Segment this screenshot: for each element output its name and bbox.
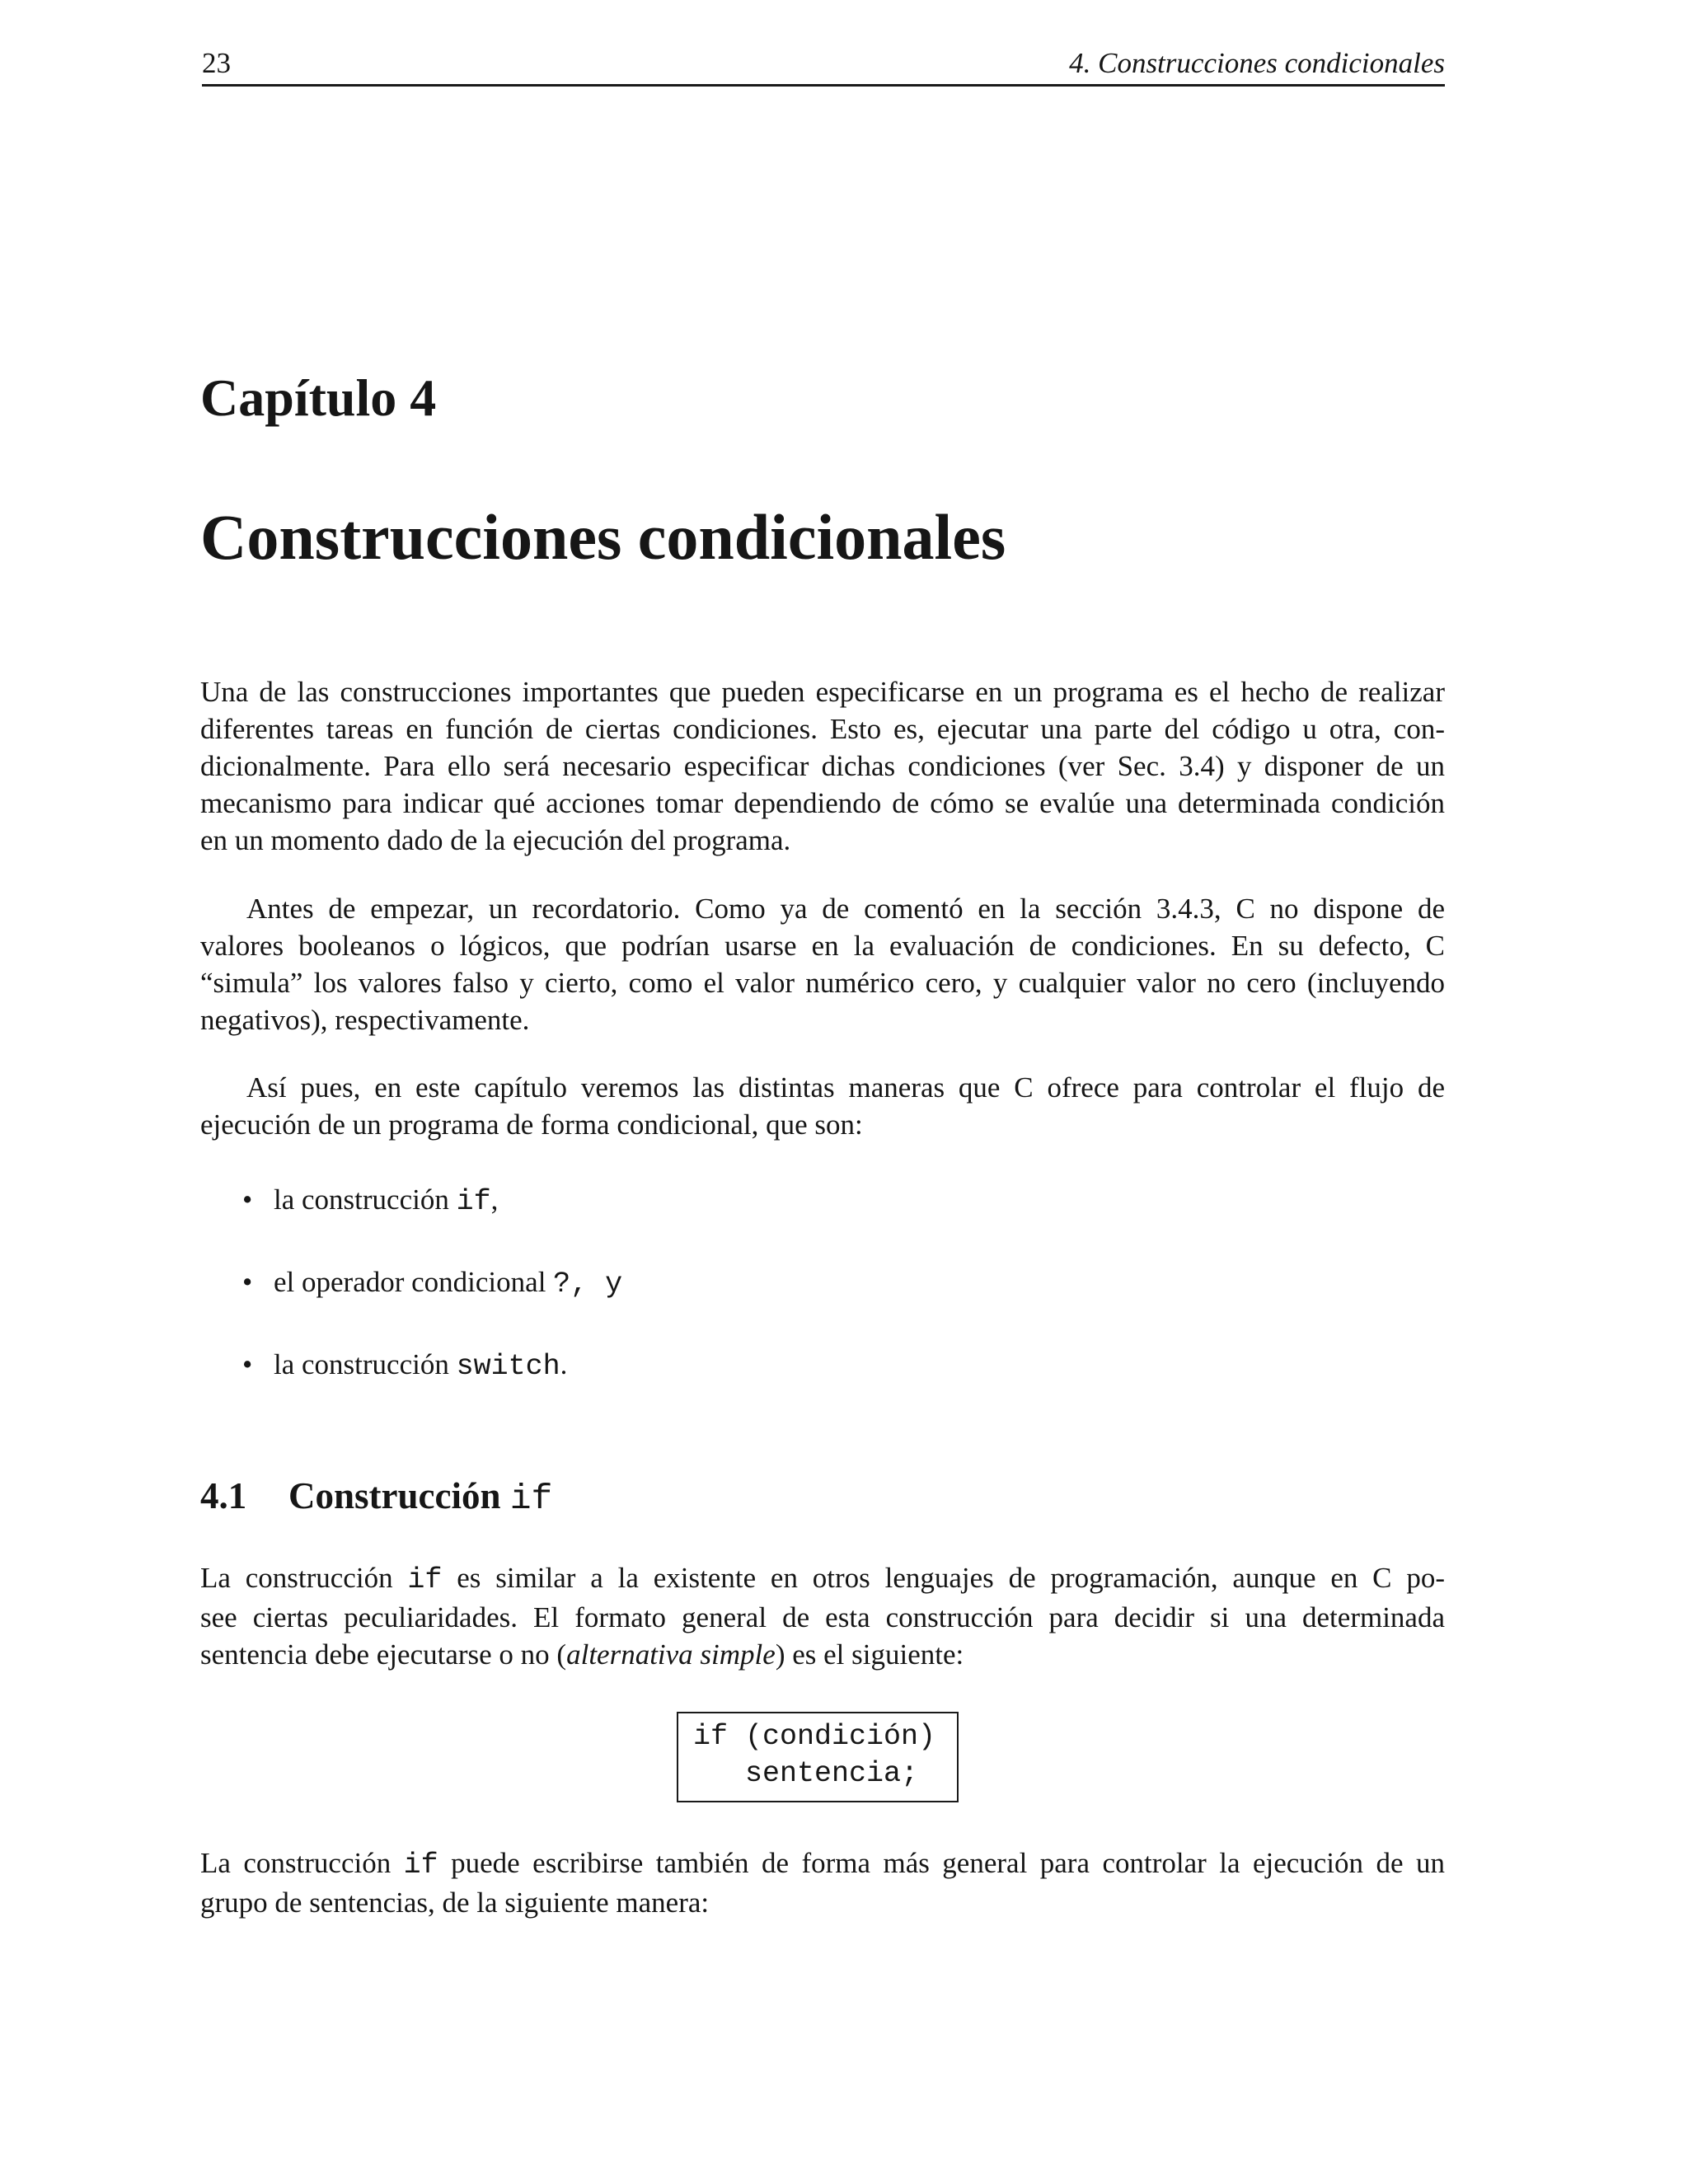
intro-paragraph-3 [200, 1069, 1445, 1143]
running-title: 4. Construcciones condicionales [1069, 47, 1445, 79]
text-line: Así pues, en este capítulo veremos las distintas maneras que C ofrece para controlar el flujo de [246, 1071, 1445, 1104]
code-box [677, 1712, 959, 1802]
section-title: Construcción [288, 1475, 501, 1516]
intro-paragraph-1 [200, 673, 1445, 859]
text-line: grupo de sentencias, de la siguiente manera: [200, 1886, 710, 1919]
page-number: 23 [202, 47, 231, 79]
section-heading [200, 1471, 552, 1524]
list-item-text: la construcción [274, 1183, 457, 1216]
section-paragraph-2 [200, 1844, 1445, 1921]
bullet-marker: • [242, 1183, 253, 1216]
text-line: mecanismo para indicar qué acciones tomar dependiendo de cómo se evalúe una determinada condición [200, 787, 1445, 819]
list-item-punct: . [560, 1348, 568, 1380]
section-paragraph-1 [200, 1559, 1445, 1673]
code-line: if (condición) [693, 1720, 936, 1753]
section-number: 4.1 [200, 1475, 247, 1516]
text-line: ejecución de un programa de forma condicional, que son: [200, 1108, 863, 1141]
text-line: diferentes tareas en función de ciertas condiciones. Esto es, ejecutar una parte del código u otra, con- [200, 713, 1445, 745]
text-line: valores booleanos o lógicos, que podrían usarse en la evaluación de condiciones. En su defecto, C [200, 930, 1445, 962]
bullet-marker: • [242, 1348, 253, 1380]
list-item-punct: , [490, 1183, 499, 1216]
text-line: Una de las construcciones importantes que pueden especificarse en un programa es el hecho de realizar [200, 676, 1445, 708]
list-item-text: la construcción [274, 1348, 457, 1380]
chapter-title: Construcciones condicionales [200, 501, 1006, 573]
text-line: negativos), respectivamente. [200, 1004, 530, 1036]
text-line: La construcción if es similar a la existente en otros lenguajes de programación, aunque en C po- [200, 1562, 1445, 1596]
code-line: sentencia; [693, 1757, 919, 1790]
list-item-text: el operador condicional [274, 1266, 554, 1298]
list-item [242, 1263, 622, 1303]
bullet-marker: • [242, 1266, 253, 1298]
text-line: dicionalmente. Para ello será necesario especificar dichas condiciones (ver Sec. 3.4) y disponer de un [200, 750, 1445, 782]
list-item-code: ?, y [553, 1268, 623, 1301]
list-item [242, 1181, 498, 1221]
text-line: en un momento dado de la ejecución del programa. [200, 824, 791, 856]
text-line: Antes de empezar, un recordatorio. Como ya de comentó en la sección 3.4.3, C no dispone de [246, 893, 1445, 925]
section-title-code: if [509, 1479, 553, 1519]
chapter-label: Capítulo 4 [200, 368, 437, 427]
intro-paragraph-2 [200, 890, 1445, 1038]
running-header [202, 43, 1445, 84]
text-line: “simula” los valores falso y cierto, como el valor numérico cero, y cualquier valor no cero (incluyendo [200, 967, 1445, 999]
list-item [242, 1346, 567, 1385]
text-line: La construcción if puede escribirse también de forma más general para controlar la ejecución de un [200, 1847, 1445, 1882]
text-line: sentencia debe ejecutarse o no (alternativa simple) es el siguiente: [200, 1638, 964, 1671]
header-rule [202, 84, 1445, 87]
text-line: see ciertas peculiaridades. El formato general de esta construcción para decidir si una determinada [200, 1601, 1445, 1633]
list-item-code: if [456, 1185, 491, 1218]
list-item-code: switch [456, 1350, 560, 1383]
